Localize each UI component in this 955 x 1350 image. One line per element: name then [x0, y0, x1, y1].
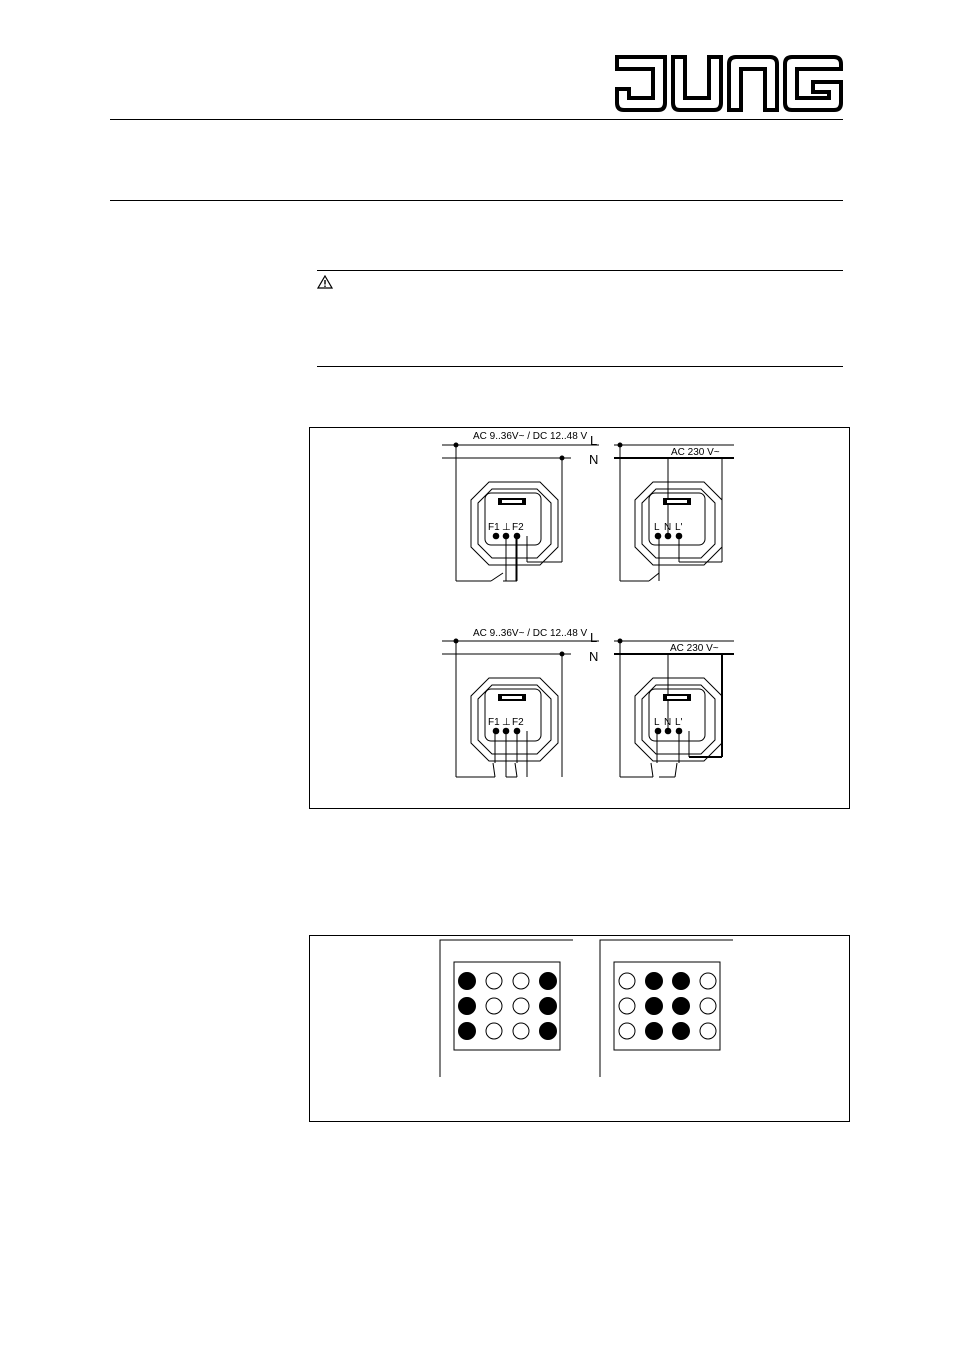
terminal-f2-bottom: F2: [512, 717, 524, 728]
terminal-f1-top: F1: [488, 522, 500, 533]
led-grid-left: [459, 973, 557, 1040]
terminal-n-bottom: N: [664, 717, 672, 728]
led-dot-left-0-0: [459, 973, 476, 990]
header-rule: [110, 119, 843, 120]
led-grid-right: [619, 973, 716, 1040]
led-dot-right-1-2: [673, 998, 690, 1015]
warning-top-rule: [317, 270, 843, 271]
led-dot-right-2-3: [700, 1023, 716, 1039]
line-label-n-bottom: N: [589, 649, 599, 664]
led-dot-right-0-0: [619, 973, 635, 989]
led-dot-left-2-1: [486, 1023, 502, 1039]
led-dot-right-0-1: [646, 973, 663, 990]
led-dot-left-2-0: [459, 1023, 476, 1040]
terminal-lprime-bottom: L': [675, 717, 683, 728]
led-dot-left-0-2: [513, 973, 529, 989]
led-dot-left-2-2: [513, 1023, 529, 1039]
led-dot-right-2-1: [646, 1023, 663, 1040]
led-dot-right-0-3: [700, 973, 716, 989]
line-label-l-top: L: [590, 433, 598, 448]
supply-label-top-left: AC 9..36V~ / DC 12..48 V: [473, 431, 588, 442]
line-label-n-top: N: [589, 452, 599, 467]
terminal-l-bottom: L: [654, 717, 660, 728]
led-dot-left-0-1: [486, 973, 502, 989]
terminal-f2-top: F2: [512, 522, 524, 533]
supply-label-bottom-right: AC 230 V~: [670, 643, 719, 654]
terminal-ground-bottom: ⊥: [502, 717, 511, 728]
supply-label-top-right: AC 230 V~: [671, 447, 720, 458]
led-dot-right-2-0: [619, 1023, 635, 1039]
warning-bottom-rule: [317, 366, 843, 367]
led-dot-left-1-1: [486, 998, 502, 1014]
led-dot-left-1-2: [513, 998, 529, 1014]
jung-logo: [615, 55, 843, 112]
led-pattern-diagram: [309, 935, 850, 1122]
led-dot-right-1-1: [646, 998, 663, 1015]
terminal-lprime-top: L': [675, 522, 683, 533]
line-label-l-bottom: L: [590, 630, 598, 645]
led-dot-right-1-0: [619, 998, 635, 1014]
led-dot-left-0-3: [540, 973, 557, 990]
led-dot-right-0-2: [673, 973, 690, 990]
supply-label-bottom-left: AC 9..36V~ / DC 12..48 V: [473, 628, 588, 639]
terminal-ground-top: ⊥: [502, 522, 511, 533]
led-dot-right-1-3: [700, 998, 716, 1014]
title-rule: [110, 200, 843, 201]
warning-icon: [317, 275, 333, 289]
terminal-f1-bottom: F1: [488, 717, 500, 728]
led-dot-left-1-0: [459, 998, 476, 1015]
terminal-l-top: L: [654, 522, 660, 533]
wiring-diagram: [309, 427, 850, 809]
led-dot-left-2-3: [540, 1023, 557, 1040]
led-dot-left-1-3: [540, 998, 557, 1015]
led-dot-right-2-2: [673, 1023, 690, 1040]
terminal-n-top: N: [664, 522, 672, 533]
